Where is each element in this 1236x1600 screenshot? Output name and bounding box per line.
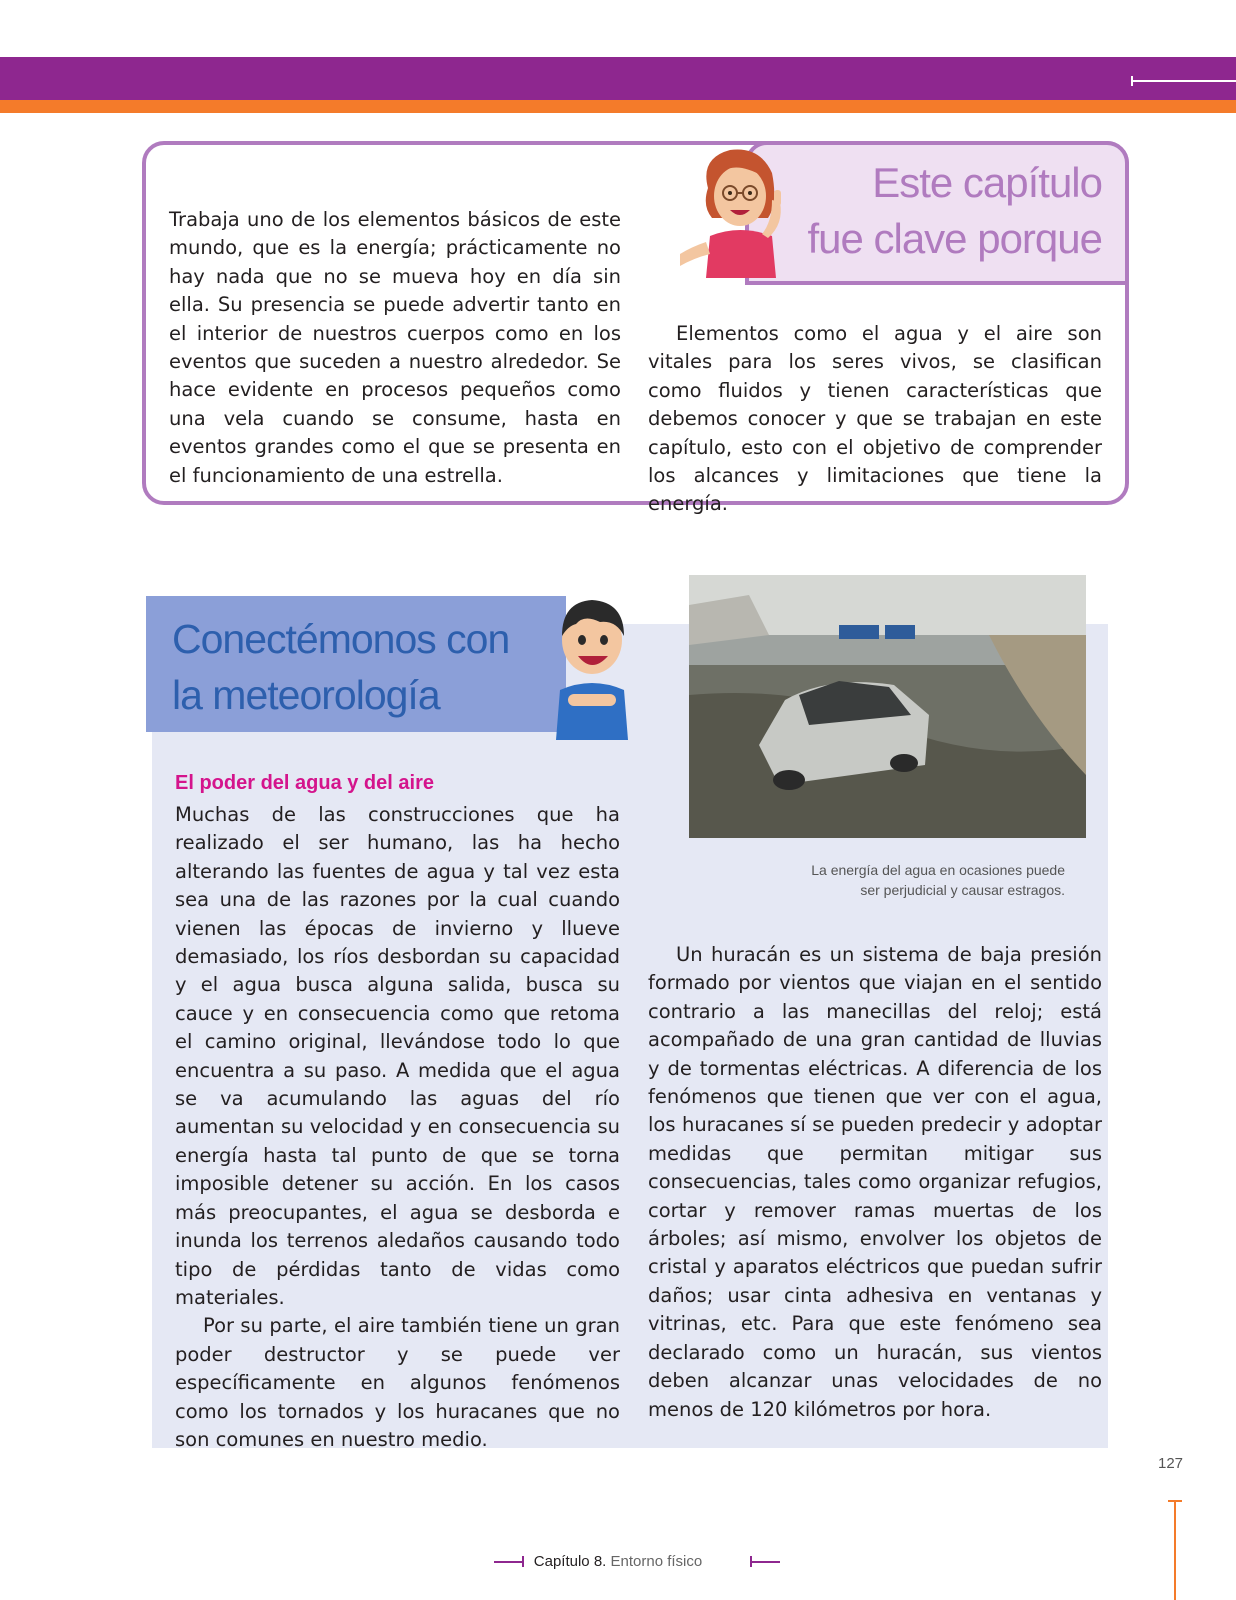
photo-caption-line2: ser perjudicial y causar estragos. <box>860 882 1065 898</box>
section-left-column <box>175 801 620 1454</box>
chapter-key-title <box>790 155 1102 267</box>
boy-character-illustration <box>540 590 640 740</box>
chapter-key-title-line1: Este capítulo <box>872 159 1102 206</box>
photo-caption <box>760 860 1065 900</box>
chapter-key-right-text: Elementos como el agua y el aire son vitales para los seres vivos, se clasifican como fluidos y tienen características que debemos conocer y que se trabajan en este capítulo, esto con el objetivo de comprender los alcances y limitaciones que tiene la energía. <box>648 322 1102 516</box>
photo-caption-line1: La energía del agua en ocasiones puede <box>811 862 1065 878</box>
section-title-line1: Conectémonos con <box>172 616 510 662</box>
header-band-orange <box>0 100 1236 113</box>
section-paragraph-2: Por su parte, el aire también tiene un gran poder destructor y se puede ver específicamente en algunos fenómenos como los tornados y los huracanes que no son comunes en nuestro medio. <box>175 1314 620 1451</box>
section-paragraph-1: Muchas de las construcciones que ha realizado el ser humano, las ha hecho alterando las fuentes de agua y tal vez esta sea una de las razones por la cual cuando vienen las épocas de invierno y llueve demasiado, los ríos desbordan su capacidad y el agua busca alguna salida, busca su cauce y en consecuencia como que retoma el camino original, llevándose todo lo que encuentra a su paso. A medida que el agua se va acumulando las aguas del río aumentan su velocidad y en consecuencia su energía hasta tal punto de que se torna imposible detener su acción. En los casos más preocupantes, el agua se desborda e inunda los terrenos aledaños causando todo tipo de pérdidas tanto de vidas como materiales. <box>175 803 620 1309</box>
footer <box>0 1553 1236 1570</box>
chapter-key-left-text: Trabaja uno de los elementos básicos de este mundo, que es la energía; prácticamente no hay nada que no se mueva hoy en día sin ella. Su presencia se puede advertir tanto en el interior de nuestros cuerpos como en los eventos que suceden a nuestro alrededor. Se hace evidente en procesos pequeños como una vela cuando se consume, hasta en eventos grandes como el que se presenta en el funcionamiento de una estrella. <box>169 208 621 487</box>
section-right-column <box>648 941 1102 1424</box>
footer-chapter-label: Capítulo 8. <box>533 1553 607 1570</box>
section-title <box>172 611 552 723</box>
page-edge-rule <box>1174 1500 1176 1600</box>
header-tick-line <box>1131 80 1236 82</box>
section-subheading: El poder del agua y del aire <box>175 772 434 794</box>
header-band-purple <box>0 57 1236 100</box>
section-paragraph-3: Un huracán es un sistema de baja presión formado por vientos que viajan en el sentido contrario a las manecillas del reloj; está acompañado de una gran cantidad de lluvias y de tormentas eléctricas. A diferencia de los fenómenos que tienen que ver con el agua, los huracanes sí se pueden predecir y adoptar medidas que permitan mitigar sus consecuencias, tales como organizar refugios, cortar y remover ramas muertas de los árboles; así mismo, envolver los objetos de cristal y aparatos eléctricos que puedan sufrir daños; usar cinta adhesiva en ventanas y vitrinas, etc. Para que este fenómeno sea declarado como un huracán, sus vientos deben alcanzar unas velocidades de no menos de 120 kilómetros por hora. <box>648 943 1102 1421</box>
page-edge-rule-cap <box>1168 1500 1182 1502</box>
footer-chapter-title: Entorno físico <box>610 1553 703 1570</box>
header-tick-cap <box>1131 76 1133 86</box>
section-title-line2: la meteorología <box>172 672 440 718</box>
chapter-key-title-line2: fue clave porque <box>807 215 1102 262</box>
footer-mark-right-cap <box>750 1556 752 1567</box>
flooded-car-photo <box>689 575 1086 838</box>
footer-mark-right <box>750 1561 780 1563</box>
page-number: 127 <box>1158 1455 1184 1472</box>
girl-character-illustration <box>680 138 800 288</box>
